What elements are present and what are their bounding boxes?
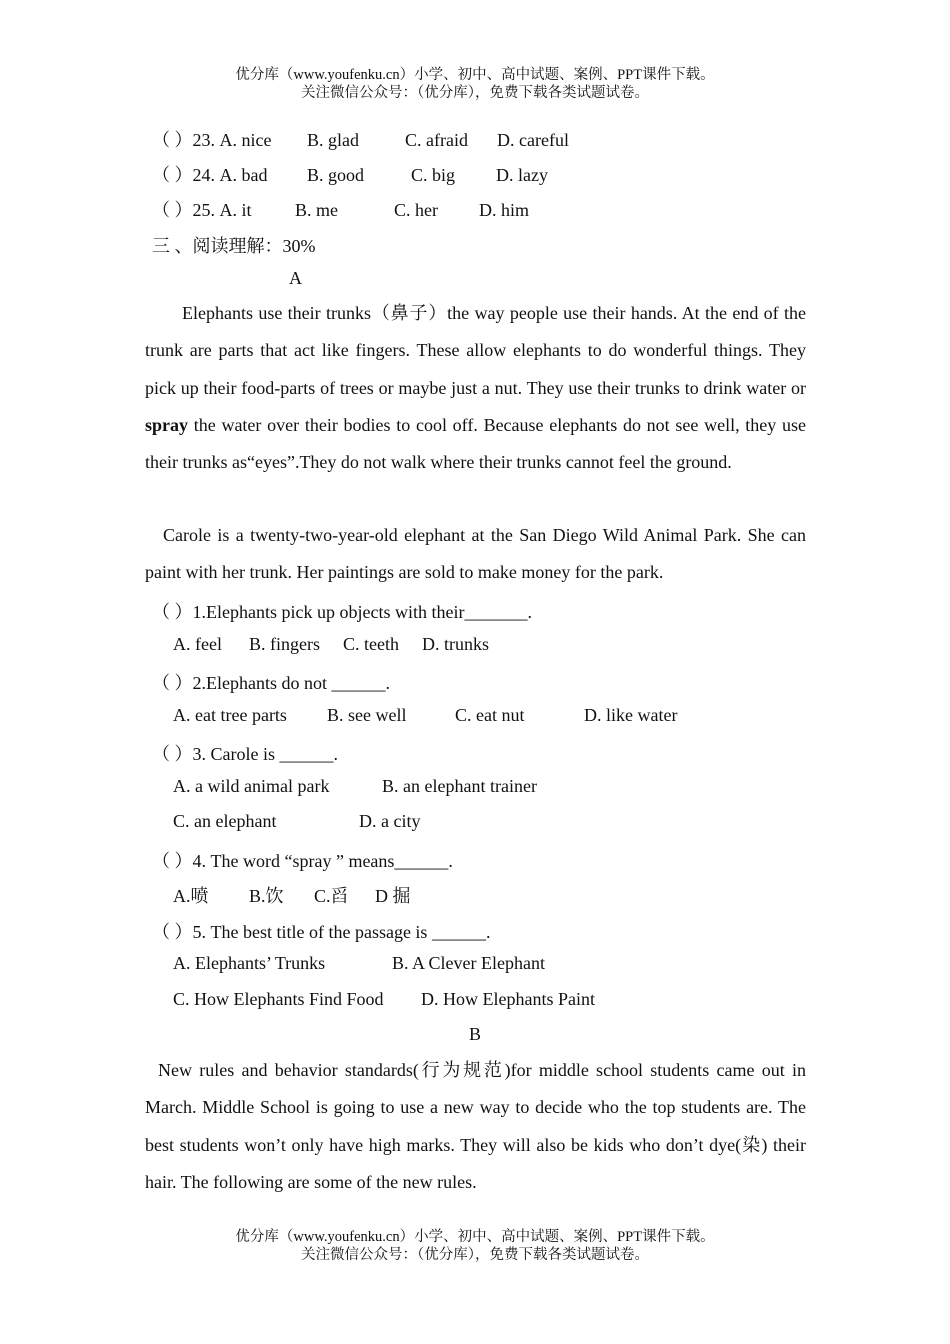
cloze-row-25 [152,196,529,222]
keyword-spray: spray [145,414,189,435]
q1-option-a: A. feel [173,634,222,654]
question-5-options-row-1 [173,953,545,974]
question-5-stem: （ ）5. The best title of the passage is ______. [152,922,491,942]
question-2-stem: （ ）2.Elephants do not ______. [152,673,390,693]
question-4-options [173,882,411,908]
passage-a-paragraph-1 [145,295,806,481]
q2-option-b: B. see well [327,705,407,725]
cloze-23-a: （ ）23. A. nice [152,130,272,150]
cloze-25-d: D. him [479,200,530,220]
question-4-stem: （ ）4. The word “spray ” means______. [152,851,453,871]
cloze-25-a: （ ）25. A. it [152,200,252,220]
cloze-row-23 [152,126,569,152]
cloze-24-c: C. big [411,165,456,185]
q1-option-d: D. trunks [422,634,489,654]
q1-option-c: C. teeth [343,634,399,654]
footer-line-2: 关注微信公众号：（优分库），免费下载各类试题试卷。 [301,1247,649,1263]
cloze-23-c: C. afraid [405,130,468,150]
q4-option-d: D 掘 [375,886,411,906]
q3-option-c: C. an elephant [173,811,277,831]
footer-line-1: 优分库（www.youfenku.cn）小学、初中、高中试题、案例、PPT课件下载。 [235,1229,715,1245]
passage-b-label: B [468,1024,481,1044]
question-1-options [173,634,489,655]
question-1-stem: （ ）1.Elephants pick up objects with their_______. [152,602,532,622]
header-line-1: 优分库（www.youfenku.cn）小学、初中、高中试题、案例、PPT课件下载。 [235,67,715,83]
q4-option-c: C.舀 [314,886,349,906]
q4-option-b: B.饮 [249,886,284,906]
q2-option-d: D. like water [584,705,678,725]
passage-a-paragraph-2: Carole is a twenty-two-year-old elephant at the San Diego Wild Animal Park. She can paint with her trunk. Her paintings are sold to make money for the park. [145,525,806,583]
cloze-25-b: B. me [295,200,338,220]
q4-option-a: A.喷 [173,886,209,906]
passage-b-paragraph-1: New rules and behavior standards(行为规范)for middle school students came out in March. Middle School is going to use a new way to decide who the top students are. The best students won’t only have high marks. They will also be kids who don’t dye(染) their hair. The following are some of the new rules. [145,1060,806,1192]
q3-option-a: A. a wild animal park [173,776,330,796]
passage-a-label: A [289,268,302,288]
header-line-2: 关注微信公众号：（优分库），免费下载各类试题试卷。 [301,85,649,101]
q3-option-b: B. an elephant trainer [382,776,537,796]
cloze-24-b: B. good [307,165,365,185]
cloze-row-24 [152,161,548,187]
passage-a-p1-text: Elephants use their trunks（鼻子）the way people use their hands. At the end of the trunk are parts that act like fingers. These allow elephants to do wonderful things. They pick up their food-parts of trees or maybe just a nut. They use their trunks to drink water or [145,303,806,398]
cloze-23-b: B. glad [307,130,359,150]
passage-a-p1-text-end: the water over their bodies to cool off. Because elephants do not see well, they use their trunks as“eyes”.They do not walk where their trunks cannot feel the ground. [145,414,806,473]
q5-option-b: B. A Clever Elephant [392,953,545,973]
question-3-stem: （ ）3. Carole is ______. [152,744,338,764]
question-3-options-row-1 [173,776,537,797]
question-3-options-row-2 [173,811,420,832]
cloze-25-c: C. her [394,200,438,220]
page-header [0,66,950,102]
q2-option-a: A. eat tree parts [173,705,287,725]
page-footer [0,1228,950,1264]
q1-option-b: B. fingers [249,634,320,654]
q3-option-d: D. a city [359,811,421,831]
question-5-options-row-2 [173,989,595,1010]
q5-option-a: A. Elephants’ Trunks [173,953,326,973]
cloze-24-a: （ ）24. A. bad [152,165,268,185]
q5-option-d: D. How Elephants Paint [421,989,595,1009]
section-title: 三 、阅读理解：30% [152,236,316,256]
cloze-24-d: D. lazy [496,165,548,185]
q2-option-c: C. eat nut [455,705,525,725]
cloze-23-d: D. careful [497,130,569,150]
q5-option-c: C. How Elephants Find Food [173,989,384,1009]
question-2-options [173,705,677,726]
